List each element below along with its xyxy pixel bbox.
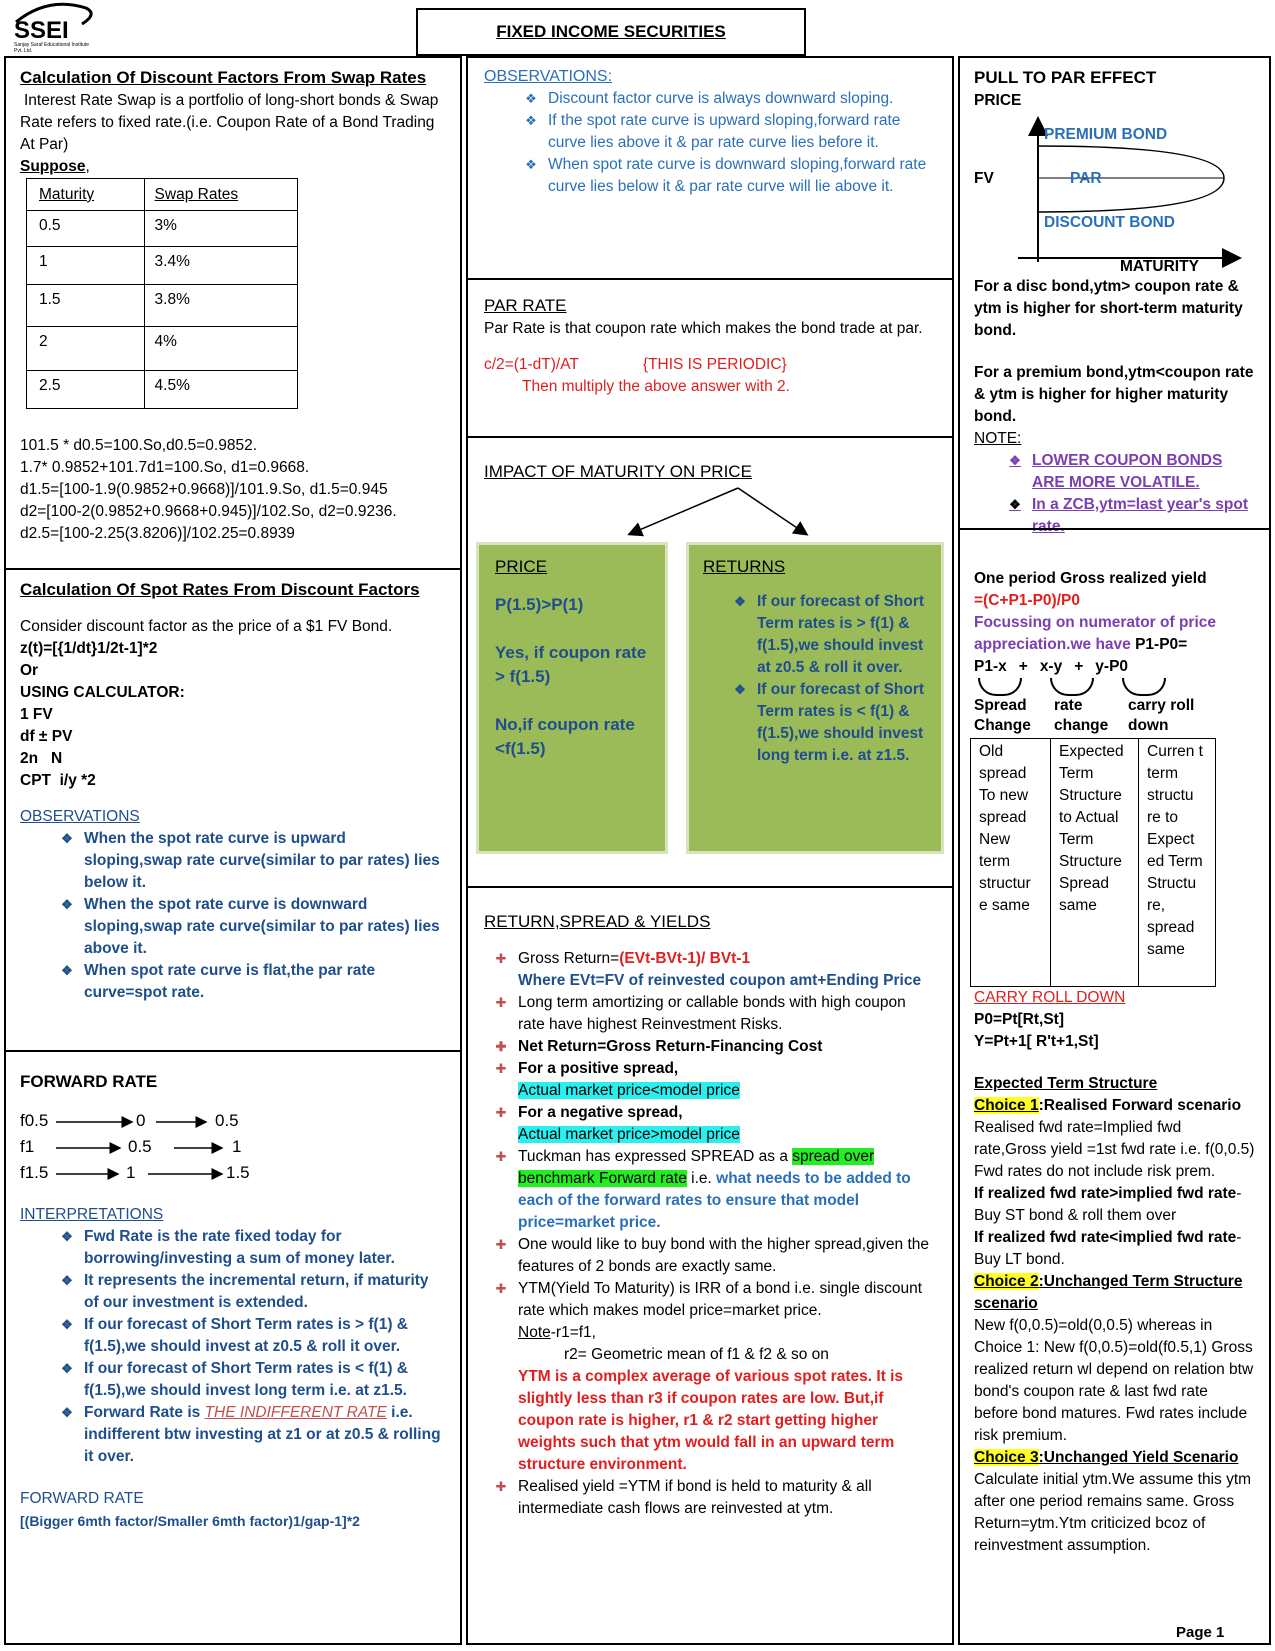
bullet-icon: ❖ [61,1229,73,1244]
col2-impact [466,436,954,888]
par-multiply: Then multiply the above answer with 2. [522,378,790,395]
arrow-bullet-icon: ✚ [495,995,507,1010]
impact-heading: IMPACT OF MATURITY ON PRICE [484,462,752,481]
list-item: ❖ If our forecast of Short Term rates is < f(1) & f(1.5),we should invest long term i.e. at z1.5. [50,1358,446,1402]
premium-bond-text: For a premium bond,ytm<coupon rate & ytm is higher for higher maturity bond. [974,364,1254,425]
price-text: No,if coupon rate <f(1.5) [495,715,635,758]
f-label: f1.5 [20,1163,49,1182]
text-line: CPT i/y *2 [20,772,96,789]
bullet-icon: ❖ [61,897,73,912]
list-item: ✚ One would like to buy bond with the higher spread,given the features of 2 bonds are exactly same. [484,1234,936,1278]
col-swap-rates: Swap Rates [144,179,297,211]
text-line: USING CALCULATOR: [20,684,185,701]
list-item: ❖ If our forecast of Short Term rates is < f(1) & f(1.5),we should invest long term i.e. at z1.5. [723,679,927,767]
choice3-heading: Choice 3:Unchanged Yield Scenario [974,1449,1239,1466]
table-cell: 1 [27,247,145,285]
discount-bond-label: DISCOUNT BOND [1044,214,1175,231]
bullet-icon: ❖ [525,113,537,128]
observations-heading: OBSERVATIONS: [484,68,613,85]
premium-bond-label: PREMIUM BOND [1044,126,1168,143]
maturity-label: MATURITY [1120,258,1199,275]
list-item: ✚ Long term amortizing or callable bonds with high coupon rate have highest Reinvestment Risks. [484,992,936,1036]
list-item: ❖ LOWER COUPON BONDS ARE MORE VOLATILE. [998,450,1255,494]
list-item: ✚ Realised yield =YTM if bond is held to maturity & all intermediate cash flows are reinvested at ytm. [484,1476,936,1520]
table-cell: Curren t term structu re to Expect ed Term Structu re, spread same [1139,739,1216,987]
price-text: Yes, if coupon rate > f(1.5) [495,643,647,686]
pull-to-par-diagram [974,112,1255,275]
decomp-label: carry roll down [1128,697,1195,734]
brace-icon [1122,678,1166,696]
decomp-label: Spread Change [974,697,1031,734]
observations-heading: OBSERVATIONS [20,808,140,825]
choice2-heading: Choice 2:Unchanged Term Structure scenario [974,1273,1243,1312]
bullet-icon: ❖ [1009,453,1021,468]
eq-line: d2=[100-2(0.9852+0.9668+0.945)]/102.So, d2=0.9236. [20,503,397,520]
table-cell: 2.5 [27,371,145,409]
table-cell: Expected Term Structure to Actual Term Structure Spread same [1051,739,1139,987]
list-item: ❖ If our forecast of Short Term rates is > f(1) & f(1.5),we should invest at z0.5 & roll it over. [50,1314,446,1358]
crd-formula: P0=Pt[Rt,St] [974,1011,1064,1028]
carry-roll-down-heading: CARRY ROLL DOWN [974,989,1126,1006]
arrow-bullet-icon: ✚ [495,1479,507,1494]
col2-par-rate [466,278,954,438]
bullet-icon: ❖ [61,1317,73,1332]
bullet-icon: ❖ [1009,497,1021,512]
par-rate-text: Par Rate is that coupon rate which makes the bond trade at par. [484,320,923,337]
table-row [27,285,298,327]
f-value: 0 [136,1111,146,1130]
decomp-term: P1-x [974,658,1007,675]
brace-icon [1050,678,1094,696]
eq-line: d1.5=[100-1.9(0.9852+0.9668)]/101.9.So, d1.5=0.945 [20,481,388,498]
rsy-heading: RETURN,SPREAD & YIELDS [484,912,711,931]
arrow-bullet-icon: ✚ [495,1039,507,1054]
decomp-plus: + [1018,658,1028,675]
eq-line: 101.5 * d0.5=100.So,d0.5=0.9852. [20,437,258,454]
crd-formula: Y=Pt+1[ R't+1,St] [974,1033,1099,1050]
arrow-bullet-icon: ✚ [495,951,507,966]
table-cell: Old spread To new spread New term structur e same [971,739,1051,987]
swap-table [26,178,298,409]
disc-bond-text: For a disc bond,ytm> coupon rate & ytm is higher for short-term maturity bond. [974,278,1243,339]
returns-box [686,542,944,854]
arrow-bullet-icon: ✚ [495,1281,507,1296]
arrow-bullet-icon: ✚ [495,1237,507,1252]
bullet-icon: ❖ [61,1273,73,1288]
par-rate-heading: PAR RATE [484,296,567,315]
bullet-icon: ❖ [61,1361,73,1376]
forward-rate-formula: [(Bigger 6mth factor/Smaller 6mth factor)1/gap-1]*2 [20,1513,360,1529]
page-title: FIXED INCOME SECURITIES [496,22,726,41]
arrow-bullet-icon: ✚ [495,1105,507,1120]
logo [8,2,118,52]
list-item: ✚ Net Return=Gross Return-Financing Cost [484,1036,936,1058]
decomp-label: rate change [1054,697,1109,734]
decomp-plus: + [1074,658,1084,675]
bullet-icon: ❖ [61,1405,73,1420]
list-item: ❖ When the spot rate curve is downward sloping,swap rate curve(similar to par rates) lies above it. [50,894,446,960]
split-arrows-icon [568,484,868,544]
brackets [978,678,1255,696]
pull-to-par-heading: PULL TO PAR EFFECT [974,68,1157,87]
returns-heading: RETURNS [703,557,786,576]
col3 [958,56,1271,1645]
logo-subtitle: Sanjay Saraf Educational Institute Pvt. Ltd. [14,42,90,54]
list-item: ✚ Gross Return=(EVt-BVt-1)/ BVt-1 Where EVt=FV of reinvested coupon amt+Ending Price [484,948,936,992]
decomp-labels [974,696,1255,736]
table-cell: 0.5 [27,211,145,247]
list-item: ❖ When spot rate curve is downward sloping,forward rate curve lies below it & par rate curve will lie above it. [514,154,936,198]
f-label: f1 [20,1137,35,1156]
choice1-text: Fwd rates do not include risk prem. [974,1163,1216,1180]
page-number: Page 1 [1176,1624,1225,1641]
price-text: P(1.5)>P(1) [495,595,584,614]
par-label: PAR [1070,170,1102,187]
col1-section3 [4,1050,462,1645]
f-label: f0.5 [20,1111,49,1130]
table-cell: 1.5 [27,285,145,327]
table-row [27,247,298,285]
list-item: ❖ Discount factor curve is always downward sloping. [514,88,936,110]
table-cell: 3.4% [144,247,297,285]
arrow-bullet-icon: ✚ [495,1061,507,1076]
arrow-bullet-icon: ✚ [495,1149,507,1164]
divider [960,528,1271,530]
bullet-icon: ❖ [734,594,746,609]
gross-yield-formula: =(C+P1-P0)/P0 [974,592,1080,609]
forward-diagram [20,1110,446,1192]
col-maturity: Maturity [27,179,145,211]
choice1-heading: Choice 1:Realised Forward scenario [974,1097,1242,1114]
note-label: NOTE: [974,430,1022,447]
par-formula: c/2=(1-dT)/AT {THIS IS PERIODIC} [484,356,787,373]
f-value: 0.5 [215,1111,239,1130]
col2-section1 [466,56,954,280]
price-label: PRICE [974,92,1022,109]
list-item: ✚ Tuckman has expressed SPREAD as a spread over benchmark Forward rate i.e. what needs to be added to each of the forward rates to ensure that model price=market price. [484,1146,936,1234]
f-value: 1 [232,1137,242,1156]
text-line: 1 FV [20,706,53,723]
choice1-rule: If realized fwd rate<implied fwd rate-Buy LT bond. [974,1229,1242,1268]
list-item: ❖ When the spot rate curve is upward sloping,swap rate curve(similar to par rates) lies below it. [50,828,446,894]
bullet-icon: ❖ [525,157,537,172]
col1-section2 [4,568,462,1052]
price-heading: PRICE [495,557,547,576]
list-item: ❖ If the spot rate curve is upward sloping,forward rate curve lies above it & par rate curve lies before it. [514,110,936,154]
choice3-text: Calculate initial ytm.We assume this ytm after one period remains same. Gross Return=ytm.Ytm criticized bcoz of reinvestment assumption. [974,1471,1252,1554]
text-line: Or [20,662,39,679]
list-item: ❖ Fwd Rate is the rate fixed today for borrowing/investing a sum of money later. [50,1226,446,1270]
gross-yield-title: One period Gross realized yield [974,570,1207,587]
formula: z(t)=[{1/dt}1/2t-1]*2 [20,640,158,657]
discount-factors-heading: Calculation Of Discount Factors From Swap Rates [20,68,427,87]
decomp-term: x-y [1039,658,1063,675]
bullet-icon: ❖ [734,682,746,697]
table-row [27,327,298,371]
choice2-text: New f(0,0.5)=old(0,0.5) whereas in Choice 1: New f(0,0.5)=old(f0.5,1) Gross realized return wl depend on relation btw bond's coupon rate & last fwd rate before bond matures. Fwd rates include risk premium. [974,1317,1254,1444]
choice1-rule: If realized fwd rate>implied fwd rate-Buy ST bond & roll them over [974,1185,1242,1224]
interpretations-heading: INTERPRETATIONS [20,1206,164,1223]
expected-term-structure-heading: Expected Term Structure [974,1075,1158,1092]
table-row [27,211,298,247]
gross-yield-focus: Focussing on numerator of price appreciation.we have P1-P0= [974,614,1216,653]
title-box [416,8,806,56]
bullet-icon: ❖ [61,831,73,846]
bullet-icon: ❖ [61,963,73,978]
text-line: 2n N [20,750,63,767]
logo-name: SSEI [14,17,69,44]
spot-rates-heading: Calculation Of Spot Rates From Discount Factors [20,580,420,599]
list-item: ❖ Forward Rate is THE INDIFFERENT RATE i.e. indifferent btw investing at z1 or at z0.5 & rolling it over. [50,1402,446,1468]
forward-rate-heading: FORWARD RATE [20,1072,158,1091]
table-cell: 2 [27,327,145,371]
table-row [27,371,298,409]
swap-intro: Interest Rate Swap is a portfolio of long-short bonds & Swap Rate refers to fixed rate.(i.e. Coupon Rate of a Bond Trading At Par) [20,92,439,153]
list-item: ❖ If our forecast of Short Term rates is > f(1) & f(1.5),we should invest at z0.5 & roll it over. [723,591,927,679]
decomp-table [970,738,1216,987]
fv-label: FV [974,170,994,187]
list-item: ✚ For a negative spread, Actual market price>model price [484,1102,936,1146]
list-item: ❖ In a ZCB,ytm=last year's spot rate. [998,494,1255,538]
col2-rsy [466,886,954,1645]
decomposition [974,656,1255,678]
text-line: df ± PV [20,728,73,745]
list-item: ❖ It represents the incremental return, if maturity of our investment is extended. [50,1270,446,1314]
list-item: ✚ YTM(Yield To Maturity) is IRR of a bond i.e. single discount rate which makes model price=market price. Note-r1=f1, r2= Geometric mean of f1 & f2 & so on YTM is a complex average of various spot rates. It is slightly less than r3 if coupon rates are low. But,if coupon rate is higher, r1 & r2 start getting higher weights such that ytm would fall in an upward term structure environment. [484,1278,936,1476]
bullet-icon: ❖ [525,91,537,106]
f-value: 1 [126,1163,136,1182]
table-cell: 3.8% [144,285,297,327]
eq-line: 1.7* 0.9852+101.7d1=100.So, d1=0.9668. [20,459,310,476]
f-value: 1.5 [226,1163,250,1182]
price-box [476,542,668,854]
col1-section1 [4,56,462,570]
brace-icon [978,678,1022,696]
list-item: ❖ When spot rate curve is flat,the par rate curve=spot rate. [50,960,446,1004]
list-item: ✚ For a positive spread, Actual market price<model price [484,1058,936,1102]
forward-rate-formula-heading: FORWARD RATE [20,1490,144,1507]
choice1-text: Realised fwd rate=Implied fwd rate,Gross yield =1st fwd rate i.e. f(0,0.5) [974,1119,1255,1158]
table-cell: 4% [144,327,297,371]
table-cell: 3% [144,211,297,247]
suppose-label: Suppose, [20,158,90,175]
table-cell: 4.5% [144,371,297,409]
decomp-term: y-P0 [1095,658,1129,675]
eq-line: d2.5=[100-2.25(3.8206)]/102.25=0.8939 [20,525,295,542]
text-line: Consider discount factor as the price of a $1 FV Bond. [20,618,393,635]
f-value: 0.5 [128,1137,152,1156]
